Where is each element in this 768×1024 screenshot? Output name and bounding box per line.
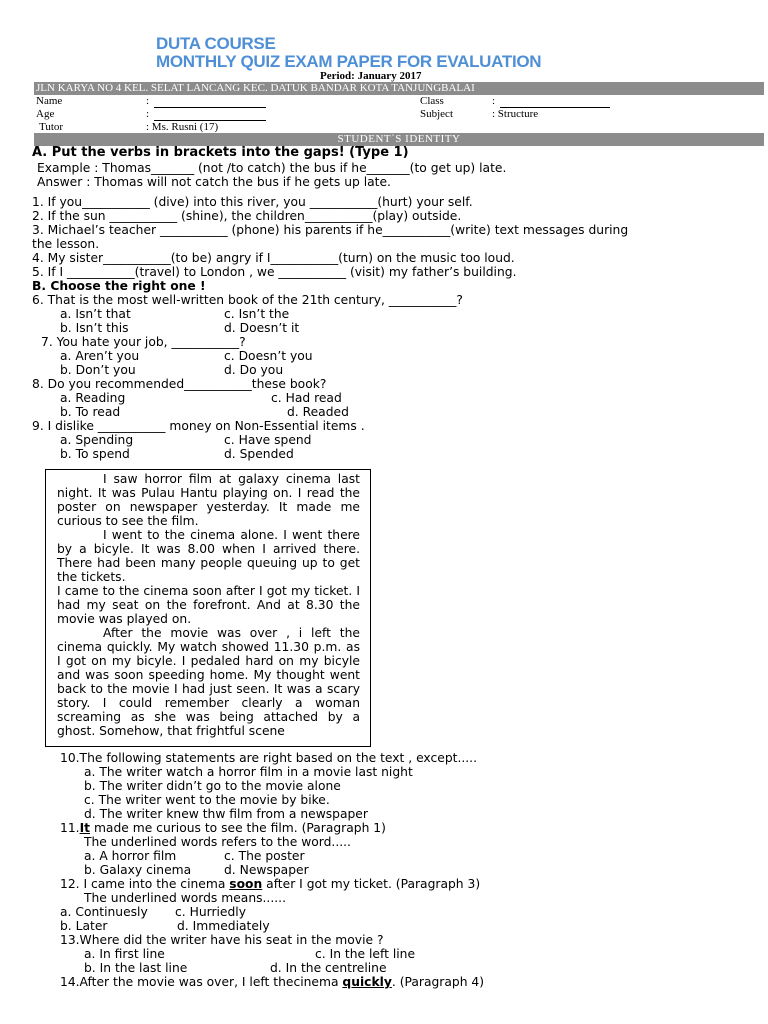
tutor-value: : Ms. Rusni (17) xyxy=(146,121,219,133)
q11-option-a: a. A horror film xyxy=(84,849,177,863)
age-field[interactable] xyxy=(154,111,266,121)
course-title: DUTA COURSE xyxy=(156,34,276,53)
q8-option-b: b. To read xyxy=(60,405,121,419)
colon: : xyxy=(492,95,496,107)
student-identity-bar: STUDENT`S IDENTITY xyxy=(34,133,764,146)
age-label: Age xyxy=(36,108,55,120)
q10-option-c: c. The writer went to the movie by bike. xyxy=(84,793,330,807)
q9-option-b: b. To spend xyxy=(60,447,130,461)
q12-underlined-word: soon xyxy=(229,877,263,891)
q7-option-b: b. Don’t you xyxy=(60,363,136,377)
q12-option-d: d. Immediately xyxy=(177,919,270,933)
q10-option-b: b. The writer didn’t go to the movie alone xyxy=(84,779,341,793)
q10-option-a: a. The writer watch a horror film in a movie last night xyxy=(84,765,413,779)
q12-subquestion: The underlined words means...... xyxy=(84,891,286,905)
period-label: Period: January 2017 xyxy=(320,70,422,82)
question-8: 8. Do you recommended___________these book? xyxy=(32,377,327,391)
q12-text-pre: 12. I came into the cinema xyxy=(60,877,230,891)
q12-text-post: after I got my ticket. (Paragraph 3) xyxy=(262,877,481,891)
q13-option-d: d. In the centreline xyxy=(270,961,387,975)
class-label: Class xyxy=(420,95,444,107)
address-bar: JLN KARYA NO 4 KEL. SELAT LANCANG KEC. DATUK BANDAR KOTA TANJUNGBALAI xyxy=(34,82,764,95)
class-field[interactable] xyxy=(500,98,610,108)
name-field[interactable] xyxy=(154,98,266,108)
q12-option-a: a. Continuesly xyxy=(60,905,148,919)
q7-option-c: c. Doesn’t you xyxy=(224,349,313,363)
q9-option-a: a. Spending xyxy=(60,433,134,447)
q9-option-d: d. Spended xyxy=(224,447,294,461)
identity-row-name xyxy=(36,95,756,108)
question-13: 13.Where did the writer have his seat in the movie ? xyxy=(60,933,384,947)
exam-title: MONTHLY QUIZ EXAM PAPER FOR EVALUATION xyxy=(156,52,542,71)
q14-text-pre: 14.After the movie was over, I left thecinema xyxy=(60,975,343,989)
q6-option-d: d. Doesn’t it xyxy=(224,321,300,335)
question-11 xyxy=(60,821,386,835)
reading-passage-box xyxy=(45,469,371,747)
answer-line: Answer : Thomas will not catch the bus if he gets up late. xyxy=(37,175,391,189)
q13-option-a: a. In first line xyxy=(84,947,165,961)
question-2: 2. If the sun ___________ (shine), the children___________(play) outside. xyxy=(32,209,462,223)
question-9: 9. I dislike ___________ money on Non-Essential items . xyxy=(32,419,365,433)
q11-text: made me curious to see the film. (Paragraph 1) xyxy=(90,821,386,835)
q9-option-c: c. Have spend xyxy=(224,433,312,447)
q11-option-b: b. Galaxy cinema xyxy=(84,863,192,877)
question-10: 10.The following statements are right based on the text , except..... xyxy=(60,751,477,765)
q6-option-c: c. Isn’t the xyxy=(224,307,290,321)
q13-option-b: b. In the last line xyxy=(84,961,188,975)
q11-subquestion: The underlined words refers to the word..... xyxy=(84,835,351,849)
passage-paragraph-3: I came to the cinema soon after I got my ticket. I had my seat on the forefront. And at 8.30 the movie was played on. xyxy=(57,584,360,626)
q6-option-a: a. Isn’t that xyxy=(60,307,131,321)
q13-option-c: c. In the left line xyxy=(315,947,416,961)
colon: : xyxy=(146,108,150,120)
q11-option-d: d. Newspaper xyxy=(224,863,309,877)
q7-option-d: d. Do you xyxy=(224,363,284,377)
section-b-heading: B. Choose the right one ! xyxy=(32,279,206,293)
colon: : xyxy=(146,95,150,107)
q8-option-c: c. Had read xyxy=(271,391,342,405)
section-a-heading: A. Put the verbs in brackets into the gaps! (Type 1) xyxy=(32,145,409,160)
q14-text-post: . (Paragraph 4) xyxy=(391,975,485,989)
q12-option-c: c. Hurriedly xyxy=(175,905,246,919)
question-1: 1. If you___________ (dive) into this river, you ___________(hurt) your self. xyxy=(32,195,473,209)
passage-paragraph-4: After the movie was over , i left the cinema quickly. My watch showed 11.30 p.m. as I got on my bicyle. I pedaled hard on my bicyle and was soon speeding home. My thought went back to the movie I had just seen. It was a scary story. I could remember clearly a woman screaming as she was being attached by a ghost. Somehow, that frightful scene xyxy=(57,626,360,738)
q8-option-d: d. Readed xyxy=(287,405,349,419)
subject-value: : Structure xyxy=(492,108,539,120)
identity-row-age xyxy=(36,108,756,121)
question-5: 5. If I ___________(travel) to London , we ___________ (visit) my father’s building. xyxy=(32,265,517,279)
q10-option-d: d. The writer knew thw film from a newspaper xyxy=(84,807,368,821)
question-4: 4. My sister___________(to be) angry if I___________(turn) on the music too loud. xyxy=(32,251,515,265)
subject-label: Subject xyxy=(420,108,453,120)
question-3: 3. Michael’s teacher ___________ (phone) his parents if he___________(write) text messages during xyxy=(32,223,629,237)
question-7: 7. You hate your job, ___________? xyxy=(41,335,246,349)
question-14 xyxy=(60,975,484,989)
q11-number: 11. xyxy=(60,821,80,835)
q8-option-a: a. Reading xyxy=(60,391,126,405)
q7-option-a: a. Aren’t you xyxy=(60,349,140,363)
q14-underlined-word: quickly xyxy=(342,975,392,989)
passage-paragraph-2: I went to the cinema alone. I went there by a bicyle. It was 8.00 when I arrived there. There had been many people queuing up to get the tickets. xyxy=(57,528,360,584)
example-line: Example : Thomas_______ (not /to catch) the bus if he_______(to get up) late. xyxy=(37,161,507,175)
tutor-label: Tutor xyxy=(39,121,64,133)
name-label: Name xyxy=(36,95,63,107)
q6-option-b: b. Isn’t this xyxy=(60,321,129,335)
q12-option-b: b. Later xyxy=(60,919,108,933)
q11-underlined-word: It xyxy=(79,821,91,835)
question-12 xyxy=(60,877,480,891)
question-3-cont: the lesson. xyxy=(32,237,100,251)
passage-paragraph-1: I saw horror film at galaxy cinema last night. It was Pulau Hantu playing on. I read the poster on newspaper yesterday. It made me curious to see the film. xyxy=(57,472,360,528)
question-6: 6. That is the most well-written book of the 21th century, ___________? xyxy=(32,293,463,307)
q11-option-c: c. The poster xyxy=(224,849,305,863)
